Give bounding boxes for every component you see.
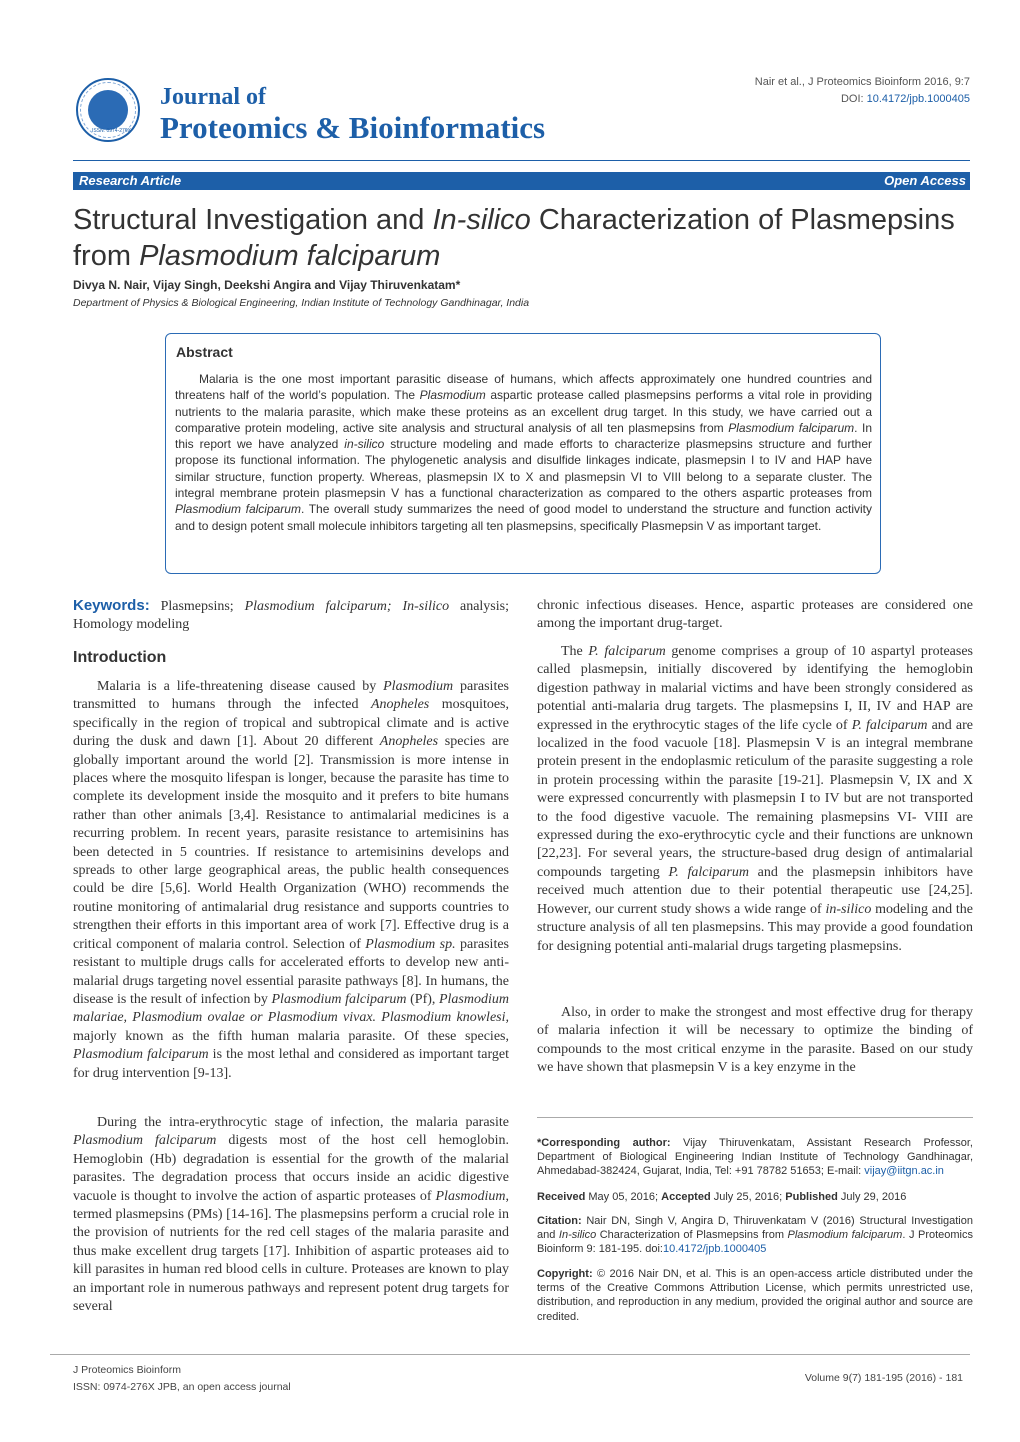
citation-doi-link[interactable]: 10.4172/jpb.1000405 <box>662 1243 767 1256</box>
journal-logo-icon <box>76 78 140 142</box>
body-italic: P. falciparum <box>588 644 666 659</box>
body-text: is the most lethal and considered as important target for drug intervention [9-13]. <box>73 1047 509 1081</box>
body-text: genome comprises a group of 10 aspartyl proteases called plasmepsin, initially discovered by identifying the hemoglobin digestion pathway in malarial victims and have been strongly considered as potential anti-malaria drug targets. The plasmepsins I, II, IV and HAP are expressed in the erythrocytic stages of the life cycle of <box>537 644 973 733</box>
citation-block <box>537 1214 973 1257</box>
title-part: Structural Investigation and <box>73 204 433 236</box>
received-date: May 05, 2016; <box>585 1191 662 1203</box>
body-italic: Plasmodium malariae, Plasmodium ovalae or Plasmodium vivax. Plasmodium knowlesi, <box>73 991 509 1026</box>
abstract-text: Malaria is the one most important parasitic disease of humans, which affects approximately one hundred countries and threatens half of the world’s population. The <box>175 372 872 403</box>
body-italic: Plasmodium falciparum <box>73 1047 209 1063</box>
doi-link[interactable]: 10.4172/jpb.1000405 <box>866 93 970 105</box>
open-access-label: Open Access <box>884 173 966 188</box>
published-date: July 29, 2016 <box>837 1191 907 1203</box>
abstract-italic: Plasmodium <box>419 388 486 403</box>
corresponding-text: Vijay Thiruvenkatam, Assistant Research Professor, Department of Biological Engineering Indian Institute of Technology Gandhinagar, Ahmedabad-382424, Gujarat, India, Tel: +91 78782 51653; E-mail: <box>537 1137 973 1178</box>
abstract-text: . The overall study summarizes the need of good model to understand the structure and function activity and to design potent small molecule inhibitors targeting all ten plasmepsins, specifically Plasmepsin V as important target. <box>175 502 872 533</box>
body-text: parasites resistant to multiple drugs calls for accelerated efforts to develop new anti-malarial drugs targeting novel essential parasite pathways [8]. In humans, the disease is the result of infection by <box>73 936 510 1007</box>
body-italic: Plasmodium sp. <box>365 936 456 952</box>
doi-label: DOI: <box>840 93 867 105</box>
doi-line <box>755 91 970 108</box>
affiliation: Department of Physics & Biological Engineering, Indian Institute of Technology Gandhinagar, India <box>73 297 530 309</box>
introduction-heading: Introduction <box>73 649 167 666</box>
body-text: parasites transmitted to humans through the infected <box>73 679 509 713</box>
body-text: digests most of the host cell hemoglobin. Hemoglobin (Hb) degradation is essential for the growth of the malarial parasites. The degradation process that occurs inside an acidic digestive vacuole is thought to involve the action of aspartic proteases of <box>73 1133 509 1204</box>
accepted-label: Accepted <box>661 1191 711 1203</box>
citation-short: Nair et al., J Proteomics Bioinform 2016, 9:7 <box>754 76 970 88</box>
body-italic: Plasmodium falciparum <box>73 1133 217 1149</box>
abstract-text: aspartic protease called plasmepsins performs a vital role in providing nutrients to the malaria parasite, which make these proteins as an excellent drug target. In this study, we have carried out a comparative protein modeling, active site analysis and structural analysis of all ten plasmepsins from <box>175 388 872 435</box>
abstract-heading: Abstract <box>176 344 233 360</box>
title-italic: Plasmodium falciparum <box>139 240 441 272</box>
abstract-box <box>165 333 881 574</box>
header-divider <box>73 160 970 161</box>
keywords-label: Keywords: <box>73 597 150 614</box>
keywords-text: analysis; Homology modeling <box>73 599 509 633</box>
body-italic: in-silico <box>825 901 872 917</box>
copyright-label: Copyright: <box>537 1268 593 1280</box>
article-title <box>73 202 973 274</box>
body-italic: Anopheles <box>379 734 439 750</box>
body-italic: P. falciparum <box>668 864 749 880</box>
received-label: Received <box>537 1191 586 1203</box>
logo-globe <box>88 90 128 130</box>
email-link[interactable]: vijay@iitgn.ac.in <box>864 1165 944 1178</box>
body-italic: P. falciparum <box>851 717 928 733</box>
abstract-text: structure modeling and made efforts to characterize plasmepsins structure and further propose its functional information. The phylogenetic analysis and disulfide linkages indicate, plasmepsin I to IV and HAP have similar structure, function property. Whereas, plasmepsin IX to X and plasmepsin VI to VIII belong to a separate cluster. The integral membrane protein plasmepsin V has a functional characterization as compared to the others aspartic proteases from <box>175 437 872 501</box>
col2-paragraph-0 <box>537 597 973 634</box>
citation-italic: In-silico <box>558 1229 597 1242</box>
article-type: Research Article <box>79 173 182 188</box>
authors: Divya N. Nair, Vijay Singh, Deekshi Angira and Vijay Thiruvenkatam* <box>73 278 461 292</box>
body-text: Malaria is a life-threatening disease caused by <box>97 679 384 694</box>
copyright-block <box>537 1267 973 1324</box>
published-label: Published <box>785 1191 838 1203</box>
journal-name-line1: Journal of <box>160 84 267 110</box>
logo-issn: ISSN: 0974-276X <box>92 128 131 134</box>
body-text: The <box>561 644 589 659</box>
accepted-date: July 25, 2016; <box>710 1191 786 1203</box>
title-italic: In-silico <box>432 204 531 236</box>
col2-paragraph-2 <box>537 1004 973 1078</box>
corresponding-author <box>537 1136 973 1179</box>
footer-journal: J Proteomics Bioinform <box>73 1364 181 1376</box>
abstract-italic: in-silico <box>344 437 385 452</box>
keywords <box>73 597 509 635</box>
citation-text: . J Proteomics Bioinform 9: 181-195. doi: <box>537 1229 973 1256</box>
body-text: During the intra-erythrocytic stage of infection, the malaria parasite <box>97 1115 509 1130</box>
body-italic: Anopheles <box>370 697 430 713</box>
body-text: chronic infectious diseases. Hence, aspartic proteases are considered one among the important drug-target. <box>537 598 973 632</box>
abstract-italic: Plasmodium falciparum <box>175 502 301 517</box>
body-text: Also, in order to make the strongest and most effective drug for therapy of malaria infection it will be necessary to optimize the binding of compounds to the most critical enzyme in the parasite. Based on our study we have shown that plasmepsin V is a key enzyme in the <box>537 1005 973 1076</box>
body-text: and the plasmepsin inhibitors have received much attention due to their potential therapeutic use [24,25]. However, our current study shows a wide range of <box>537 864 973 917</box>
body-text: modeling and the structure analysis of all ten plasmepsins. This may provide a good foundation for designing potential anti-malarial drugs targeting plasmepsins. <box>537 901 974 954</box>
body-text: majorly known as the fifth human malaria parasite. Of these species, <box>73 1028 509 1044</box>
body-italic: Plasmodium <box>383 679 454 694</box>
citation-label: Citation: <box>537 1215 582 1227</box>
body-text: , termed plasmepsins (PMs) [14-16]. The plasmepsins perform a crucial role in the provision of nutrients for the red cell stages of the malaria parasite and thus make excellent drug targets [17]. Inhibition of aspartic proteases aid to kill parasites in human red blood cells in culture. Proteases are known to play an important role in numerous pathways and represent potent drug targets for several <box>73 1188 509 1315</box>
citation-text: Characterization of Plasmepsins from <box>596 1229 788 1242</box>
article-type-bar <box>73 172 970 190</box>
journal-name-line2: Proteomics & Bioinformatics <box>160 110 546 145</box>
footer-left <box>73 1362 291 1396</box>
intro-paragraph-1 <box>73 678 509 1083</box>
body-text: and are localized in the food vacuole [18]. Plasmepsin V is an integral membrane protein present in the endoplasmic reticulum of the parasite suggesting a role in protein processing within the parasite [19-21]. Plasmepsin V, IX and X were expressed concurrently with plasmepsin I to IV but are not transported to the food digestive vacuole. The remaining plasmepsins VI- VIII are expressed during the exo-erythrocytic cycle and their functions are unknown [22,23]. For several years, the structure-based drug design of antimalarial compounds targeting <box>537 717 973 880</box>
footer-issn: ISSN: 0974-276X JPB, an open access journal <box>73 1381 291 1393</box>
header-citation <box>755 74 970 108</box>
citation-italic: Plasmodium falciparum <box>787 1229 903 1242</box>
abstract-text: . In this report we have analyzed <box>175 420 872 452</box>
abstract-body <box>175 371 872 534</box>
footnote-divider <box>537 1117 973 1118</box>
footer-volume: Volume 9(7) 181-195 (2016) - 181 <box>804 1372 963 1384</box>
body-text: species are globally important around the world [2]. Transmission is more intense in places where the mosquito lifespan is longer, because the parasite has time to complete its development inside the mosquito and it prefers to bite humans rather than other animals [3,4]. Resistance to antimalarial medicines is a recurring problem. In recent years, parasite resistance to artemisinins has been detected in 5 countries. If resistance to artemisinins develops and spreads to other large geographical areas, the public health consequences could be dire [5,6]. World Health Organization (WHO) recommends the routine monitoring of antimalarial drug resistance and supports countries to strengthen their efforts in this important area of work [7]. Effective drug is a critical component of malaria control. Selection of <box>73 734 509 952</box>
col2-paragraph-1 <box>537 643 973 956</box>
keywords-text: Plasmepsins; <box>149 599 245 614</box>
body-italic: Plasmodium falciparum <box>271 991 407 1007</box>
body-italic: Plasmodium <box>435 1188 506 1204</box>
abstract-italic: Plasmodium falciparum <box>728 420 855 435</box>
footer-divider <box>50 1354 970 1355</box>
citation-text: Nair DN, Singh V, Angira D, Thiruvenkatam V (2016) Structural Investigation and <box>537 1215 973 1242</box>
body-text: mosquitoes, specifically in the region of tropical and subtropical climate and is active during the dusk and dawn [1]. About 20 different <box>73 697 510 750</box>
intro-paragraph-2 <box>73 1114 509 1316</box>
keywords-italic: Plasmodium falciparum; In-silico <box>244 599 450 614</box>
body-text: (Pf), <box>406 991 439 1007</box>
article-dates <box>537 1190 973 1204</box>
copyright-text: © 2016 Nair DN, et al. This is an open-access article distributed under the terms of the Creative Commons Attribution License, which permits unrestricted use, distribution, and reproduction in any medium, provided the original author and source are credited. <box>537 1268 973 1323</box>
corresponding-label: *Corresponding author: <box>537 1137 671 1149</box>
title-part: Characterization of Plasmepsins from <box>73 204 955 272</box>
